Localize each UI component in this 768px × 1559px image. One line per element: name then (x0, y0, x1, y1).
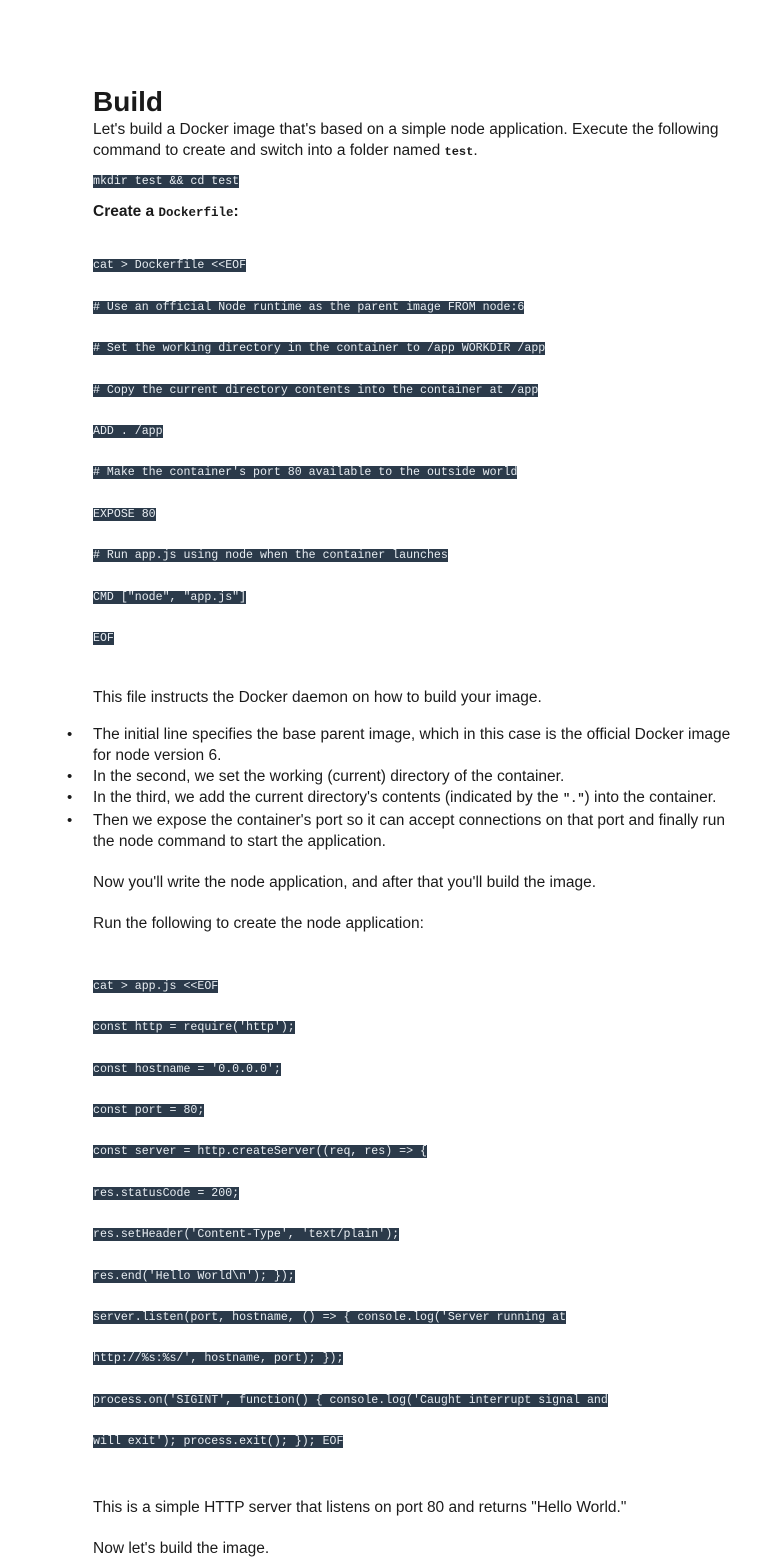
code-line: # Make the container's port 80 available to the outside world (93, 466, 518, 480)
list-item (67, 724, 733, 766)
heading-prefix: Create a (93, 202, 159, 220)
code-line: res.end('Hello World\n'); }); (93, 1269, 295, 1283)
mkdir-command-block (93, 175, 733, 189)
code-line: res.setHeader('Content-Type', 'text/plain'); (93, 1228, 400, 1242)
explanation-list (67, 724, 733, 852)
code-line: ADD . /app (93, 424, 163, 438)
code-line: const http = require('http'); (93, 1021, 295, 1035)
code-line: # Set the working directory in the container to /app WORKDIR /app (93, 342, 546, 356)
page-title: Build (93, 86, 163, 117)
intro-inline-code: test (444, 145, 474, 159)
code-line: mkdir test && cd test (93, 175, 240, 188)
code-line: EOF (93, 631, 114, 645)
build-image-paragraph: Now let's build the image. (93, 1539, 270, 1557)
create-dockerfile-heading (93, 201, 733, 224)
list-item-text: Then we expose the container's port so it can accept connections on that port and finally run the node command to start the application. (93, 812, 725, 851)
heading-code: Dockerfile (158, 205, 234, 220)
intro-paragraph (93, 119, 733, 163)
code-line: const port = 80; (93, 1104, 205, 1118)
intro-text: Let's build a Docker image that's based on a simple node application. Execute the following command to create and switch into a folder named (93, 121, 719, 159)
list-item-text: In the third, we add the current directory's contents (indicated by the (93, 789, 563, 807)
list-item-text: The initial line specifies the base parent image, which in this case is the official Docker image for node version 6. (93, 726, 731, 765)
code-line: EXPOSE 80 (93, 507, 156, 521)
bullet-icon: • (67, 768, 73, 786)
run-following-paragraph: Run the following to create the node application: (93, 915, 424, 933)
app-js-code-block (93, 952, 733, 1476)
code-line: server.listen(port, hostname, () => { console.log('Server running at (93, 1311, 567, 1325)
code-line: process.on('SIGINT', function() { console.log('Caught interrupt signal and (93, 1393, 608, 1407)
code-line: const hostname = '0.0.0.0'; (93, 1062, 281, 1076)
code-line: CMD ["node", "app.js"] (93, 590, 247, 604)
code-line: will exit'); process.exit(); }); EOF (93, 1435, 344, 1449)
list-item (67, 810, 733, 852)
now-write-paragraph: Now you'll write the node application, and after that you'll build the image. (93, 874, 597, 892)
code-line: cat > app.js <<EOF (93, 979, 219, 993)
simple-server-paragraph: This is a simple HTTP server that listens on port 80 and returns "Hello World." (93, 1498, 627, 1516)
heading-suffix: : (233, 202, 239, 220)
list-item (67, 766, 733, 787)
code-line: cat > Dockerfile <<EOF (93, 259, 247, 273)
list-item-inline-code: "." (562, 792, 585, 807)
code-line: const server = http.createServer((req, res) => { (93, 1145, 427, 1159)
list-item-text-end: ) into the container. (584, 789, 717, 807)
bullet-icon: • (67, 789, 73, 807)
list-item-text: In the second, we set the working (current) directory of the container. (93, 768, 565, 786)
bullet-icon: • (67, 812, 73, 830)
instructs-paragraph: This file instructs the Docker daemon on how to build your image. (93, 689, 542, 707)
dockerfile-code-block (93, 232, 733, 674)
code-line: http://%s:%s/', hostname, port); }); (93, 1352, 344, 1366)
list-item (67, 787, 733, 810)
bullet-icon: • (67, 726, 73, 744)
document-page (67, 86, 733, 1559)
code-line: # Run app.js using node when the container launches (93, 549, 448, 563)
code-line: res.statusCode = 200; (93, 1186, 240, 1200)
intro-text-end: . (473, 142, 478, 159)
code-line: # Use an official Node runtime as the parent image FROM node:6 (93, 300, 525, 314)
code-line: # Copy the current directory contents into the container at /app (93, 383, 539, 397)
